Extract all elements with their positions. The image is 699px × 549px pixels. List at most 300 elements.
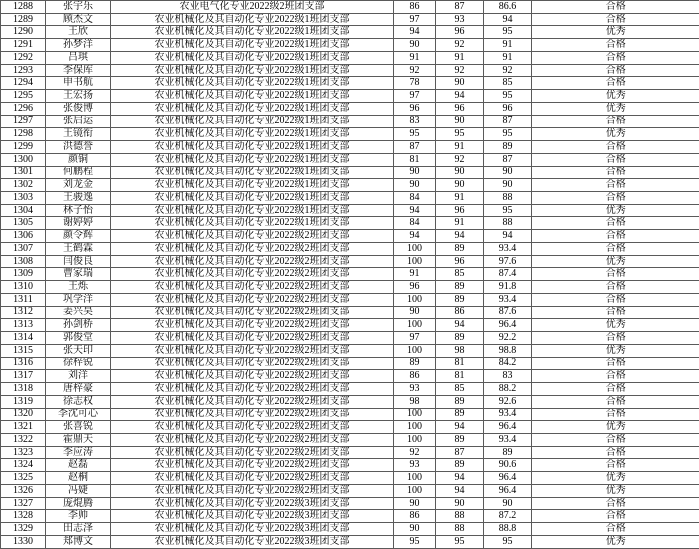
student-name-cell[interactable]: 顾杰文 xyxy=(46,13,111,26)
league-branch-cell[interactable]: 农业机械化及其自动化专业2022级2班团支部 xyxy=(111,408,394,421)
final-score-cell[interactable]: 90.6 xyxy=(484,459,532,472)
league-branch-cell[interactable]: 农业机械化及其自动化专业2022级1班团支部 xyxy=(111,64,394,77)
score1-cell[interactable]: 96 xyxy=(394,102,436,115)
league-branch-cell[interactable]: 农业机械化及其自动化专业2022级2班团支部 xyxy=(111,230,394,243)
final-score-cell[interactable]: 96.4 xyxy=(484,319,532,332)
league-branch-cell[interactable]: 农业机械化及其自动化专业2022级3班团支部 xyxy=(111,497,394,510)
student-name-cell[interactable]: 刘洋 xyxy=(46,370,111,383)
score2-cell[interactable]: 88 xyxy=(436,510,484,523)
league-branch-cell[interactable]: 农业机械化及其自动化专业2022级2班团支部 xyxy=(111,395,394,408)
league-branch-cell[interactable]: 农业机械化及其自动化专业2022级1班团支部 xyxy=(111,115,394,128)
score2-cell[interactable]: 96 xyxy=(436,102,484,115)
row-number-cell[interactable]: 1292 xyxy=(1,51,46,64)
final-score-cell[interactable]: 94 xyxy=(484,13,532,26)
student-name-cell[interactable]: 申书航 xyxy=(46,77,111,90)
result-cell[interactable]: 优秀 xyxy=(532,472,699,485)
score2-cell[interactable]: 92 xyxy=(436,39,484,52)
final-score-cell[interactable]: 92 xyxy=(484,64,532,77)
score1-cell[interactable]: 96 xyxy=(394,281,436,294)
score2-cell[interactable]: 90 xyxy=(436,497,484,510)
row-number-cell[interactable]: 1310 xyxy=(1,281,46,294)
score2-cell[interactable]: 98 xyxy=(436,344,484,357)
row-number-cell[interactable]: 1297 xyxy=(1,115,46,128)
final-score-cell[interactable]: 84.2 xyxy=(484,357,532,370)
student-name-cell[interactable]: 洪德誉 xyxy=(46,141,111,154)
final-score-cell[interactable]: 88 xyxy=(484,217,532,230)
league-branch-cell[interactable]: 农业机械化及其自动化专业2022级1班团支部 xyxy=(111,166,394,179)
score1-cell[interactable]: 94 xyxy=(394,230,436,243)
score2-cell[interactable]: 91 xyxy=(436,192,484,205)
score1-cell[interactable]: 90 xyxy=(394,179,436,192)
row-number-cell[interactable]: 1321 xyxy=(1,421,46,434)
student-name-cell[interactable]: 王欣 xyxy=(46,26,111,39)
student-name-cell[interactable]: 冯婕 xyxy=(46,484,111,497)
result-cell[interactable]: 合格 xyxy=(532,166,699,179)
result-cell[interactable]: 合格 xyxy=(532,217,699,230)
score1-cell[interactable]: 100 xyxy=(394,293,436,306)
score1-cell[interactable]: 97 xyxy=(394,13,436,26)
league-branch-cell[interactable]: 农业机械化及其自动化专业2022级1班团支部 xyxy=(111,102,394,115)
score1-cell[interactable]: 100 xyxy=(394,242,436,255)
student-name-cell[interactable]: 张俊博 xyxy=(46,102,111,115)
score1-cell[interactable]: 90 xyxy=(394,497,436,510)
student-name-cell[interactable]: 赵磊 xyxy=(46,459,111,472)
row-number-cell[interactable]: 1324 xyxy=(1,459,46,472)
row-number-cell[interactable]: 1313 xyxy=(1,319,46,332)
score2-cell[interactable]: 87 xyxy=(436,446,484,459)
score1-cell[interactable]: 90 xyxy=(394,166,436,179)
result-cell[interactable]: 合格 xyxy=(532,332,699,345)
row-number-cell[interactable]: 1295 xyxy=(1,90,46,103)
league-branch-cell[interactable]: 农业机械化及其自动化专业2022级1班团支部 xyxy=(111,141,394,154)
final-score-cell[interactable]: 86.6 xyxy=(484,1,532,14)
score2-cell[interactable]: 92 xyxy=(436,64,484,77)
result-cell[interactable]: 优秀 xyxy=(532,344,699,357)
final-score-cell[interactable]: 95 xyxy=(484,204,532,217)
final-score-cell[interactable]: 83 xyxy=(484,370,532,383)
final-score-cell[interactable]: 97.6 xyxy=(484,255,532,268)
score1-cell[interactable]: 86 xyxy=(394,370,436,383)
league-branch-cell[interactable]: 农业机械化及其自动化专业2022级2班团支部 xyxy=(111,370,394,383)
student-name-cell[interactable]: 王鹤霖 xyxy=(46,242,111,255)
student-name-cell[interactable]: 田志泽 xyxy=(46,523,111,536)
score2-cell[interactable]: 89 xyxy=(436,242,484,255)
final-score-cell[interactable]: 87 xyxy=(484,153,532,166)
final-score-cell[interactable]: 89 xyxy=(484,446,532,459)
result-cell[interactable]: 合格 xyxy=(532,446,699,459)
final-score-cell[interactable]: 94 xyxy=(484,230,532,243)
score2-cell[interactable]: 96 xyxy=(436,204,484,217)
final-score-cell[interactable]: 95 xyxy=(484,535,532,548)
final-score-cell[interactable]: 89 xyxy=(484,141,532,154)
score2-cell[interactable]: 86 xyxy=(436,306,484,319)
score1-cell[interactable]: 100 xyxy=(394,472,436,485)
league-branch-cell[interactable]: 农业机械化及其自动化专业2022级3班团支部 xyxy=(111,523,394,536)
score1-cell[interactable]: 84 xyxy=(394,192,436,205)
score1-cell[interactable]: 90 xyxy=(394,306,436,319)
score2-cell[interactable]: 91 xyxy=(436,217,484,230)
league-branch-cell[interactable]: 农业机械化及其自动化专业2022级2班团支部 xyxy=(111,281,394,294)
result-cell[interactable]: 优秀 xyxy=(532,128,699,141)
score2-cell[interactable]: 81 xyxy=(436,370,484,383)
result-cell[interactable]: 合格 xyxy=(532,115,699,128)
score2-cell[interactable]: 96 xyxy=(436,26,484,39)
league-branch-cell[interactable]: 农业机械化及其自动化专业2022级2班团支部 xyxy=(111,459,394,472)
student-name-cell[interactable]: 张喜锐 xyxy=(46,421,111,434)
result-cell[interactable]: 合格 xyxy=(532,1,699,14)
league-branch-cell[interactable]: 农业机械化及其自动化专业2022级2班团支部 xyxy=(111,344,394,357)
student-name-cell[interactable]: 孙梦洋 xyxy=(46,39,111,52)
score2-cell[interactable]: 89 xyxy=(436,459,484,472)
row-number-cell[interactable]: 1306 xyxy=(1,230,46,243)
student-name-cell[interactable]: 李沈可心 xyxy=(46,408,111,421)
score1-cell[interactable]: 87 xyxy=(394,141,436,154)
league-branch-cell[interactable]: 农业机械化及其自动化专业2022级1班团支部 xyxy=(111,128,394,141)
league-branch-cell[interactable]: 农业机械化及其自动化专业2022级1班团支部 xyxy=(111,153,394,166)
score1-cell[interactable]: 90 xyxy=(394,39,436,52)
student-name-cell[interactable]: 巩学洋 xyxy=(46,293,111,306)
score1-cell[interactable]: 100 xyxy=(394,421,436,434)
league-branch-cell[interactable]: 农业机械化及其自动化专业2022级2班团支部 xyxy=(111,421,394,434)
score2-cell[interactable]: 94 xyxy=(436,472,484,485)
score2-cell[interactable]: 94 xyxy=(436,484,484,497)
score1-cell[interactable]: 93 xyxy=(394,459,436,472)
score2-cell[interactable]: 94 xyxy=(436,230,484,243)
student-name-cell[interactable]: 李保库 xyxy=(46,64,111,77)
league-branch-cell[interactable]: 农业机械化及其自动化专业2022级3班团支部 xyxy=(111,510,394,523)
score1-cell[interactable]: 89 xyxy=(394,357,436,370)
row-number-cell[interactable]: 1322 xyxy=(1,433,46,446)
result-cell[interactable]: 优秀 xyxy=(532,319,699,332)
score2-cell[interactable]: 89 xyxy=(436,408,484,421)
score2-cell[interactable]: 96 xyxy=(436,255,484,268)
student-name-cell[interactable]: 张宇乐 xyxy=(46,1,111,14)
result-cell[interactable]: 优秀 xyxy=(532,204,699,217)
score1-cell[interactable]: 86 xyxy=(394,1,436,14)
final-score-cell[interactable]: 96.4 xyxy=(484,484,532,497)
final-score-cell[interactable]: 96.4 xyxy=(484,472,532,485)
row-number-cell[interactable]: 1294 xyxy=(1,77,46,90)
score2-cell[interactable]: 85 xyxy=(436,383,484,396)
row-number-cell[interactable]: 1316 xyxy=(1,357,46,370)
result-cell[interactable]: 合格 xyxy=(532,433,699,446)
score1-cell[interactable]: 91 xyxy=(394,268,436,281)
final-score-cell[interactable]: 91 xyxy=(484,39,532,52)
student-name-cell[interactable]: 张启运 xyxy=(46,115,111,128)
score2-cell[interactable]: 94 xyxy=(436,421,484,434)
student-name-cell[interactable]: 闫俊良 xyxy=(46,255,111,268)
student-name-cell[interactable]: 何鹏程 xyxy=(46,166,111,179)
league-branch-cell[interactable]: 农业机械化及其自动化专业2022级1班团支部 xyxy=(111,13,394,26)
final-score-cell[interactable]: 87.2 xyxy=(484,510,532,523)
score2-cell[interactable]: 94 xyxy=(436,90,484,103)
score2-cell[interactable]: 93 xyxy=(436,13,484,26)
result-cell[interactable]: 优秀 xyxy=(532,421,699,434)
score1-cell[interactable]: 92 xyxy=(394,446,436,459)
student-name-cell[interactable]: 王烁 xyxy=(46,281,111,294)
row-number-cell[interactable]: 1327 xyxy=(1,497,46,510)
row-number-cell[interactable]: 1291 xyxy=(1,39,46,52)
score2-cell[interactable]: 95 xyxy=(436,535,484,548)
result-cell[interactable]: 合格 xyxy=(532,179,699,192)
final-score-cell[interactable]: 91.8 xyxy=(484,281,532,294)
row-number-cell[interactable]: 1314 xyxy=(1,332,46,345)
row-number-cell[interactable]: 1325 xyxy=(1,472,46,485)
student-name-cell[interactable]: 谢婷婷 xyxy=(46,217,111,230)
student-name-cell[interactable]: 王骏逸 xyxy=(46,192,111,205)
score2-cell[interactable]: 89 xyxy=(436,332,484,345)
row-number-cell[interactable]: 1328 xyxy=(1,510,46,523)
score2-cell[interactable]: 89 xyxy=(436,293,484,306)
score2-cell[interactable]: 88 xyxy=(436,523,484,536)
result-cell[interactable]: 合格 xyxy=(532,77,699,90)
student-name-cell[interactable]: 徐梓锐 xyxy=(46,357,111,370)
score1-cell[interactable]: 84 xyxy=(394,217,436,230)
league-branch-cell[interactable]: 农业机械化及其自动化专业2022级2班团支部 xyxy=(111,332,394,345)
final-score-cell[interactable]: 87.4 xyxy=(484,268,532,281)
result-cell[interactable]: 合格 xyxy=(532,242,699,255)
score2-cell[interactable]: 90 xyxy=(436,179,484,192)
score2-cell[interactable]: 91 xyxy=(436,51,484,64)
score2-cell[interactable]: 85 xyxy=(436,268,484,281)
student-name-cell[interactable]: 徐志权 xyxy=(46,395,111,408)
score2-cell[interactable]: 81 xyxy=(436,357,484,370)
final-score-cell[interactable]: 90 xyxy=(484,179,532,192)
league-branch-cell[interactable]: 农业机械化及其自动化专业2022级2班团支部 xyxy=(111,306,394,319)
league-branch-cell[interactable]: 农业机械化及其自动化专业2022级1班团支部 xyxy=(111,217,394,230)
league-branch-cell[interactable]: 农业机械化及其自动化专业2022级1班团支部 xyxy=(111,179,394,192)
league-branch-cell[interactable]: 农业机械化及其自动化专业2022级2班团支部 xyxy=(111,472,394,485)
row-number-cell[interactable]: 1330 xyxy=(1,535,46,548)
row-number-cell[interactable]: 1299 xyxy=(1,141,46,154)
score1-cell[interactable]: 100 xyxy=(394,433,436,446)
final-score-cell[interactable]: 88 xyxy=(484,192,532,205)
result-cell[interactable]: 合格 xyxy=(532,370,699,383)
score2-cell[interactable]: 95 xyxy=(436,128,484,141)
score1-cell[interactable]: 94 xyxy=(394,204,436,217)
result-cell[interactable]: 合格 xyxy=(532,523,699,536)
league-branch-cell[interactable]: 农业机械化及其自动化专业2022级2班团支部 xyxy=(111,383,394,396)
score1-cell[interactable]: 93 xyxy=(394,383,436,396)
result-cell[interactable]: 合格 xyxy=(532,39,699,52)
result-cell[interactable]: 合格 xyxy=(532,497,699,510)
league-branch-cell[interactable]: 农业机械化及其自动化专业2022级2班团支部 xyxy=(111,242,394,255)
result-cell[interactable]: 合格 xyxy=(532,306,699,319)
row-number-cell[interactable]: 1290 xyxy=(1,26,46,39)
result-cell[interactable]: 合格 xyxy=(532,192,699,205)
final-score-cell[interactable]: 95 xyxy=(484,90,532,103)
row-number-cell[interactable]: 1329 xyxy=(1,523,46,536)
league-branch-cell[interactable]: 农业机械化及其自动化专业2022级1班团支部 xyxy=(111,39,394,52)
final-score-cell[interactable]: 98.8 xyxy=(484,344,532,357)
league-branch-cell[interactable]: 农业机械化及其自动化专业2022级2班团支部 xyxy=(111,433,394,446)
score2-cell[interactable]: 90 xyxy=(436,115,484,128)
score1-cell[interactable]: 92 xyxy=(394,64,436,77)
result-cell[interactable]: 合格 xyxy=(532,141,699,154)
score1-cell[interactable]: 91 xyxy=(394,51,436,64)
final-score-cell[interactable]: 95 xyxy=(484,26,532,39)
final-score-cell[interactable]: 90 xyxy=(484,166,532,179)
score1-cell[interactable]: 81 xyxy=(394,153,436,166)
score2-cell[interactable]: 91 xyxy=(436,141,484,154)
row-number-cell[interactable]: 1307 xyxy=(1,242,46,255)
row-number-cell[interactable]: 1318 xyxy=(1,383,46,396)
final-score-cell[interactable]: 88.8 xyxy=(484,523,532,536)
result-cell[interactable]: 合格 xyxy=(532,408,699,421)
student-name-cell[interactable]: 李应涛 xyxy=(46,446,111,459)
row-number-cell[interactable]: 1326 xyxy=(1,484,46,497)
league-branch-cell[interactable]: 农业机械化及其自动化专业2022级2班团支部 xyxy=(111,268,394,281)
result-cell[interactable]: 优秀 xyxy=(532,90,699,103)
league-branch-cell[interactable]: 农业机械化及其自动化专业2022级1班团支部 xyxy=(111,204,394,217)
score1-cell[interactable]: 83 xyxy=(394,115,436,128)
score1-cell[interactable]: 97 xyxy=(394,90,436,103)
student-name-cell[interactable]: 霍鼎天 xyxy=(46,433,111,446)
final-score-cell[interactable]: 88.2 xyxy=(484,383,532,396)
score1-cell[interactable]: 94 xyxy=(394,26,436,39)
score2-cell[interactable]: 90 xyxy=(436,166,484,179)
score1-cell[interactable]: 100 xyxy=(394,319,436,332)
row-number-cell[interactable]: 1301 xyxy=(1,166,46,179)
student-name-cell[interactable]: 庞焜腾 xyxy=(46,497,111,510)
score1-cell[interactable]: 100 xyxy=(394,484,436,497)
student-name-cell[interactable]: 颜铜 xyxy=(46,153,111,166)
result-cell[interactable]: 合格 xyxy=(532,268,699,281)
league-branch-cell[interactable]: 农业机械化及其自动化专业2022级1班团支部 xyxy=(111,192,394,205)
result-cell[interactable]: 优秀 xyxy=(532,102,699,115)
result-cell[interactable]: 合格 xyxy=(532,383,699,396)
student-name-cell[interactable]: 王宏扬 xyxy=(46,90,111,103)
student-name-cell[interactable]: 吕琪 xyxy=(46,51,111,64)
row-number-cell[interactable]: 1298 xyxy=(1,128,46,141)
score1-cell[interactable]: 100 xyxy=(394,344,436,357)
league-branch-cell[interactable]: 农业机械化及其自动化专业2022级2班团支部 xyxy=(111,293,394,306)
student-name-cell[interactable]: 刘龙金 xyxy=(46,179,111,192)
row-number-cell[interactable]: 1300 xyxy=(1,153,46,166)
score1-cell[interactable]: 100 xyxy=(394,408,436,421)
row-number-cell[interactable]: 1311 xyxy=(1,293,46,306)
result-cell[interactable]: 合格 xyxy=(532,459,699,472)
league-branch-cell[interactable]: 农业机械化及其自动化专业2022级2班团支部 xyxy=(111,255,394,268)
final-score-cell[interactable]: 93.4 xyxy=(484,242,532,255)
student-name-cell[interactable]: 郭俊堂 xyxy=(46,332,111,345)
row-number-cell[interactable]: 1302 xyxy=(1,179,46,192)
student-name-cell[interactable]: 赵桐 xyxy=(46,472,111,485)
row-number-cell[interactable]: 1309 xyxy=(1,268,46,281)
row-number-cell[interactable]: 1323 xyxy=(1,446,46,459)
result-cell[interactable]: 优秀 xyxy=(532,26,699,39)
result-cell[interactable]: 合格 xyxy=(532,281,699,294)
league-branch-cell[interactable]: 农业机械化及其自动化专业2022级2班团支部 xyxy=(111,446,394,459)
result-cell[interactable]: 合格 xyxy=(532,230,699,243)
final-score-cell[interactable]: 93.4 xyxy=(484,408,532,421)
score1-cell[interactable]: 90 xyxy=(394,523,436,536)
final-score-cell[interactable]: 96.4 xyxy=(484,421,532,434)
student-name-cell[interactable]: 孙剑桥 xyxy=(46,319,111,332)
row-number-cell[interactable]: 1293 xyxy=(1,64,46,77)
league-branch-cell[interactable]: 农业机械化及其自动化专业2022级1班团支部 xyxy=(111,77,394,90)
row-number-cell[interactable]: 1288 xyxy=(1,1,46,14)
score2-cell[interactable]: 92 xyxy=(436,153,484,166)
student-name-cell[interactable]: 姜兴昊 xyxy=(46,306,111,319)
final-score-cell[interactable]: 96 xyxy=(484,102,532,115)
student-name-cell[interactable]: 颜令辉 xyxy=(46,230,111,243)
result-cell[interactable]: 合格 xyxy=(532,51,699,64)
score1-cell[interactable]: 78 xyxy=(394,77,436,90)
league-branch-cell[interactable]: 农业机械化及其自动化专业2022级2班团支部 xyxy=(111,484,394,497)
score2-cell[interactable]: 94 xyxy=(436,319,484,332)
student-name-cell[interactable]: 李帅 xyxy=(46,510,111,523)
row-number-cell[interactable]: 1315 xyxy=(1,344,46,357)
score1-cell[interactable]: 86 xyxy=(394,510,436,523)
score1-cell[interactable]: 100 xyxy=(394,255,436,268)
score1-cell[interactable]: 95 xyxy=(394,128,436,141)
result-cell[interactable]: 合格 xyxy=(532,395,699,408)
score2-cell[interactable]: 87 xyxy=(436,1,484,14)
league-branch-cell[interactable]: 农业机械化及其自动化专业2022级3班团支部 xyxy=(111,535,394,548)
league-branch-cell[interactable]: 农业机械化及其自动化专业2022级1班团支部 xyxy=(111,51,394,64)
row-number-cell[interactable]: 1305 xyxy=(1,217,46,230)
league-branch-cell[interactable]: 农业电气化专业2022级2班团支部 xyxy=(111,1,394,14)
student-name-cell[interactable]: 张天印 xyxy=(46,344,111,357)
result-cell[interactable]: 合格 xyxy=(532,293,699,306)
row-number-cell[interactable]: 1308 xyxy=(1,255,46,268)
score1-cell[interactable]: 95 xyxy=(394,535,436,548)
final-score-cell[interactable]: 93.4 xyxy=(484,293,532,306)
final-score-cell[interactable]: 91 xyxy=(484,51,532,64)
row-number-cell[interactable]: 1320 xyxy=(1,408,46,421)
score2-cell[interactable]: 89 xyxy=(436,281,484,294)
final-score-cell[interactable]: 95 xyxy=(484,128,532,141)
result-cell[interactable]: 优秀 xyxy=(532,255,699,268)
row-number-cell[interactable]: 1317 xyxy=(1,370,46,383)
league-branch-cell[interactable]: 农业机械化及其自动化专业2022级1班团支部 xyxy=(111,26,394,39)
student-name-cell[interactable]: 郑博文 xyxy=(46,535,111,548)
result-cell[interactable]: 优秀 xyxy=(532,484,699,497)
row-number-cell[interactable]: 1289 xyxy=(1,13,46,26)
student-name-cell[interactable]: 唐梓豪 xyxy=(46,383,111,396)
final-score-cell[interactable]: 85 xyxy=(484,77,532,90)
student-name-cell[interactable]: 林子怡 xyxy=(46,204,111,217)
final-score-cell[interactable]: 92.6 xyxy=(484,395,532,408)
score2-cell[interactable]: 89 xyxy=(436,395,484,408)
final-score-cell[interactable]: 87.6 xyxy=(484,306,532,319)
result-cell[interactable]: 合格 xyxy=(532,13,699,26)
final-score-cell[interactable]: 90 xyxy=(484,497,532,510)
league-branch-cell[interactable]: 农业机械化及其自动化专业2022级2班团支部 xyxy=(111,357,394,370)
result-cell[interactable]: 合格 xyxy=(532,153,699,166)
result-cell[interactable]: 合格 xyxy=(532,510,699,523)
student-name-cell[interactable]: 曹家瑞 xyxy=(46,268,111,281)
student-name-cell[interactable]: 王镜衔 xyxy=(46,128,111,141)
result-cell[interactable]: 合格 xyxy=(532,357,699,370)
final-score-cell[interactable]: 87 xyxy=(484,115,532,128)
row-number-cell[interactable]: 1303 xyxy=(1,192,46,205)
score2-cell[interactable]: 89 xyxy=(436,433,484,446)
score2-cell[interactable]: 90 xyxy=(436,77,484,90)
league-branch-cell[interactable]: 农业机械化及其自动化专业2022级2班团支部 xyxy=(111,319,394,332)
score1-cell[interactable]: 98 xyxy=(394,395,436,408)
result-cell[interactable]: 合格 xyxy=(532,64,699,77)
league-branch-cell[interactable]: 农业机械化及其自动化专业2022级1班团支部 xyxy=(111,90,394,103)
row-number-cell[interactable]: 1296 xyxy=(1,102,46,115)
row-number-cell[interactable]: 1319 xyxy=(1,395,46,408)
row-number-cell[interactable]: 1312 xyxy=(1,306,46,319)
final-score-cell[interactable]: 92.2 xyxy=(484,332,532,345)
score1-cell[interactable]: 97 xyxy=(394,332,436,345)
final-score-cell[interactable]: 93.4 xyxy=(484,433,532,446)
result-cell[interactable]: 优秀 xyxy=(532,535,699,548)
